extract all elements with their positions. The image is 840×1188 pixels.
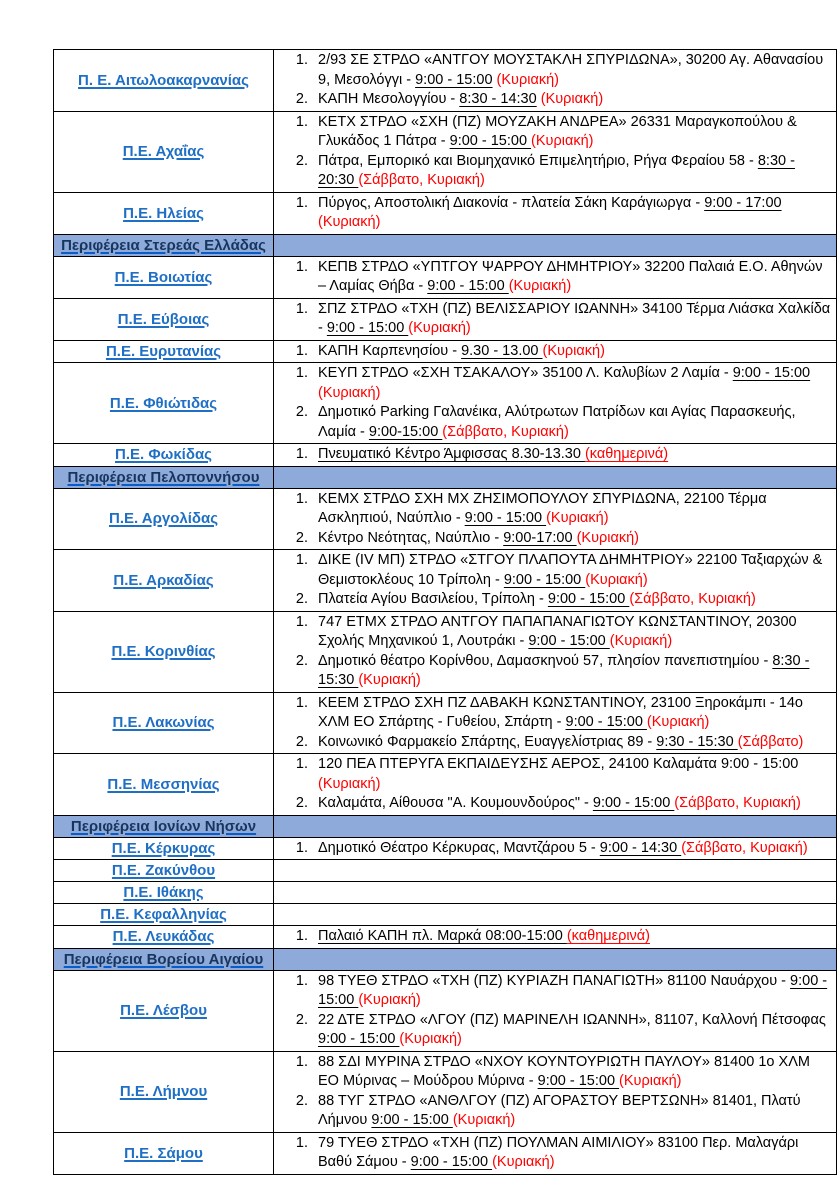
items-cell <box>274 970 837 1051</box>
location-item <box>312 51 834 90</box>
items-cell <box>274 363 837 444</box>
days-label: (Κυριακή) <box>492 1154 555 1170</box>
location-list <box>276 51 834 110</box>
section-row <box>54 234 837 256</box>
region-row <box>54 111 837 192</box>
hours-label: 9:30 - 15:30 <box>656 733 738 750</box>
location-item <box>312 551 834 590</box>
region-cell <box>54 882 274 904</box>
items-cell <box>274 692 837 754</box>
location-list <box>276 194 834 233</box>
location-item <box>312 113 834 152</box>
hours-label: 9:00 - 15:00 <box>732 365 811 381</box>
location-list <box>276 300 834 339</box>
location-list <box>276 694 834 753</box>
region-link[interactable]: Π. Ε. Αιτωλοακαρνανίας <box>78 71 249 89</box>
region-cell <box>54 926 274 949</box>
location-item <box>312 490 834 529</box>
region-link[interactable]: Π.Ε. Βοιωτίας <box>114 268 213 286</box>
location-list <box>276 364 834 442</box>
region-link[interactable]: Π.Ε. Λήμνου <box>119 1083 208 1100</box>
items-cell <box>274 444 837 467</box>
days-label: (Κυριακή) <box>452 1112 516 1128</box>
items-cell <box>274 50 837 112</box>
region-cell <box>54 611 274 692</box>
region-cell <box>54 837 274 860</box>
items-cell <box>274 488 837 550</box>
days-label: (Κυριακή) <box>546 510 609 526</box>
days-label: (Σάββατο, Κυριακή) <box>358 172 485 188</box>
hours-label: 9:00 - 15:00 <box>415 71 493 88</box>
section-header-link[interactable]: Περιφέρεια Ιονίων Νήσων <box>70 817 257 835</box>
hours-label: 9:00-17:00 <box>503 529 577 546</box>
region-row <box>54 50 837 112</box>
location-list <box>276 1134 834 1173</box>
region-link[interactable]: Π.Ε. Ζακύνθου <box>111 862 216 879</box>
location-item <box>312 927 834 947</box>
location-text: ΚΕΜΧ ΣΤΡΔΟ ΣΧΗ ΜΧ ΖΗΣΙΜΟΠΟΥΛΟΥ ΣΠΥΡΙΔΩΝΑ, 22100 Τέρμα Ασκληπιού, Ναύπλιο - <box>318 490 767 526</box>
location-text: ΚΕΠΒ ΣΤΡΔΟ «ΥΠΤΓΟΥ ΨΑΡΡΟΥ ΔΗΜΗΤΡΙΟΥ» 32200 Παλαιά Ε.Ο. Αθηνών – Λαμίας Θήβα - <box>318 258 823 294</box>
days-label: (Κυριακή) <box>576 529 640 546</box>
region-link[interactable]: Π.Ε. Αργολίδας <box>108 510 219 528</box>
location-item <box>312 972 834 1011</box>
days-label: (Κυριακή) <box>585 571 648 588</box>
location-text: Δημοτικό Θέατρο Κέρκυρας, Μαντζάρου 5 - <box>318 839 600 856</box>
section-row <box>54 466 837 488</box>
region-cell <box>54 111 274 192</box>
location-text: Κέντρο Νεότητας, Ναύπλιο - <box>318 529 504 546</box>
items-cell <box>274 192 837 234</box>
location-text: 79 ΤΥΕΘ ΣΤΡΔΟ «ΤΧΗ (ΠΖ) ΠΟΥΛΜΑΝ ΑΙΜΙΛΙΟΥ» 83100 Περ. Μαλαγάρι Βαθύ Σάμου - <box>318 1134 799 1170</box>
region-row <box>54 1051 837 1132</box>
hours-label: 9:00 - 15:00 <box>318 1031 400 1047</box>
region-cell <box>54 340 274 363</box>
location-item <box>312 403 834 442</box>
location-text: 98 ΤΥΕΘ ΣΤΡΔΟ «ΤΧΗ (ΠΖ) ΚΥΡΙΑΖΗ ΠΑΝΑΓΙΩΤΗ» 81100 Ναυάρχου - <box>318 972 791 989</box>
region-cell <box>54 860 274 882</box>
region-cell <box>54 234 274 256</box>
region-link[interactable]: Π.Ε. Αρκαδίας <box>113 571 214 589</box>
location-text: ΚΑΠΗ Καρπενησίου - <box>318 342 462 359</box>
location-item <box>312 90 834 110</box>
region-row <box>54 882 837 904</box>
days-label: (Κυριακή) <box>318 384 381 401</box>
region-cell <box>54 904 274 926</box>
location-text: Πάτρα, Εμπορικό και Βιομηχανικό Επιμελητήριο, Ρήγα Φεραίου 58 - <box>318 152 758 169</box>
days-label: (Κυριακή) <box>619 1073 682 1089</box>
hours-label: 9:00 - 15:00 <box>592 795 675 811</box>
items-cell <box>274 815 837 837</box>
region-cell <box>54 444 274 467</box>
location-item <box>312 194 834 233</box>
hours-label: 9:00 - 15:00 <box>547 591 630 607</box>
location-item <box>312 342 834 362</box>
region-row <box>54 970 837 1051</box>
region-row <box>54 904 837 926</box>
location-text: 747 ΕΤΜΧ ΣΤΡΔΟ ΑΝΤΓΟΥ ΠΑΠΑΠΑΝΑΓΙΩΤΟΥ ΚΩΝΣΤΑΝΤΙΝΟΥ, 20300 Σχολής Μηχανικού 1, Λουτράκι - <box>318 613 797 649</box>
items-cell <box>274 882 837 904</box>
location-text: ΚΕΥΠ ΣΤΡΔΟ «ΣΧΗ ΤΣΑΚΑΛΟΥ» 35100 Λ. Καλυβίων 2 Λαμία - <box>318 365 733 381</box>
region-link[interactable]: Π.Ε. Κέρκυρας <box>111 839 216 857</box>
items-cell <box>274 466 837 488</box>
items-cell <box>274 1051 837 1132</box>
location-list <box>276 551 834 610</box>
days-label: (Κυριακή) <box>408 320 471 336</box>
location-item <box>312 794 834 814</box>
region-row <box>54 860 837 882</box>
location-list <box>276 613 834 691</box>
hours-label: 8:30 - 15:30 <box>318 652 810 688</box>
location-item <box>312 1011 834 1050</box>
location-text: Καλαμάτα, Αίθουσα "Α. Κουμουνδούρος" - <box>318 795 593 811</box>
days-label: (Κυριακή) <box>542 342 605 359</box>
hours-label: 9:00 - 15:00 <box>371 1112 453 1128</box>
location-item <box>312 529 834 549</box>
items-cell <box>274 256 837 298</box>
location-text: ΔΙΚΕ (IV ΜΠ) ΣΤΡΔΟ «ΣΤΓΟΥ ΠΛΑΠΟΥΤΑ ΔΗΜΗΤΡΙΟΥ» 22100 Ταξιαρχών & Θεμιστοκλέους 10 Τρίπολη - <box>318 552 823 588</box>
days-label: (Σάββατο, Κυριακή) <box>442 423 569 440</box>
region-cell <box>54 1132 274 1174</box>
items-cell <box>274 948 837 970</box>
hours-label: Παλαιό ΚΑΠΗ πλ. Μαρκά 08:00-15:00 <box>318 928 567 944</box>
location-text: ΚΕΕΜ ΣΤΡΔΟ ΣΧΗ ΠΖ ΔΑΒΑΚΗ ΚΩΝΣΤΑΝΤΙΝΟΥ, 23100 Ξηροκάμπι - 14ο ΧΛΜ ΕΟ Σπάρτης - Γυθείου, Σπάρτη - <box>318 694 803 730</box>
region-row <box>54 298 837 340</box>
items-cell <box>274 837 837 860</box>
location-list <box>276 755 834 814</box>
region-row <box>54 837 837 860</box>
location-text: 22 ΔΤΕ ΣΤΡΔΟ «ΛΓΟΥ (ΠΖ) ΜΑΡΙΝΕΛΗ ΙΩΑΝΝΗ», 81107, Καλλονή Πέτσοφας <box>318 1011 826 1028</box>
hours-label: 9:00 - 15:00 <box>326 320 409 336</box>
schedule-table-body <box>54 50 837 1175</box>
region-cell <box>54 948 274 970</box>
section-row <box>54 815 837 837</box>
region-link[interactable]: Π.Ε. Ιθάκης <box>123 884 204 901</box>
region-link[interactable]: Π.Ε. Κορινθίας <box>111 643 216 660</box>
items-cell <box>274 611 837 692</box>
location-list <box>276 490 834 549</box>
location-text: 88 ΤΥΓ ΣΤΡΔΟ «ΑΝΘΛΓΟΥ (ΠΖ) ΑΓΟΡΑΣΤΟΥ ΒΕΡΤΣΩΝΗ» 81401, Πλατύ Λήμνου <box>318 1092 801 1128</box>
hours-label: 8:30 - 20:30 <box>318 152 795 188</box>
location-text: 88 ΣΔΙ ΜΥΡΙΝΑ ΣΤΡΔΟ «ΝΧΟΥ ΚΟΥΝΤΟΥΡΙΩΤΗ ΠΑΥΛΟΥ» 81400 1ο ΧΛΜ ΕΟ Μύρινας – Μούδρου Μύρινα - <box>318 1053 810 1089</box>
region-cell <box>54 970 274 1051</box>
location-item <box>312 839 834 859</box>
hours-label: 9:00 - 15:00 <box>318 972 828 1008</box>
items-cell <box>274 550 837 612</box>
location-item <box>312 733 834 753</box>
location-item <box>312 445 834 465</box>
region-row <box>54 692 837 754</box>
region-link[interactable]: Π.Ε. Φθιώτιδας <box>109 394 218 412</box>
hours-label: 9:00 - 15:00 <box>565 714 647 730</box>
region-link[interactable]: Π.Ε. Εύβοιας <box>117 310 210 328</box>
region-link[interactable]: Π.Ε. Μεσσηνίας <box>107 775 220 793</box>
days-label: (Σάββατο, Κυριακή) <box>681 839 808 856</box>
section-header-link[interactable]: Περιφέρεια Πελοποννήσου <box>67 468 260 486</box>
items-cell <box>274 904 837 926</box>
region-cell <box>54 1051 274 1132</box>
region-row <box>54 444 837 467</box>
location-text: ΚΑΠΗ Μεσολογγίου - <box>318 91 460 107</box>
hours-label: 9:00 - 14:30 <box>599 839 682 856</box>
days-label: (Σάββατο, Κυριακή) <box>674 795 801 811</box>
section-header-link[interactable]: Περιφέρεια Στερεάς Ελλάδας <box>61 236 266 254</box>
days-label: (καθημερινά) <box>584 446 669 462</box>
items-cell <box>274 754 837 816</box>
hours-label: 9:00 - 15:00 <box>537 1073 620 1089</box>
location-text: Δημοτικό θέατρο Κορίνθου, Δαμασκηνού 57, πλησίον πανεπιστημίου - <box>318 652 773 669</box>
days-label: (Κυριακή) <box>399 1031 462 1047</box>
location-item <box>312 300 834 339</box>
location-list <box>276 927 834 947</box>
items-cell <box>274 860 837 882</box>
items-cell <box>274 926 837 949</box>
region-cell <box>54 192 274 234</box>
hours-label: 9:00 - 15:00 <box>410 1154 493 1170</box>
days-label: (Κυριακή) <box>318 775 381 792</box>
location-list <box>276 258 834 297</box>
location-item <box>312 258 834 297</box>
location-list <box>276 342 834 362</box>
region-row <box>54 340 837 363</box>
days-label: (Κυριακή) <box>540 91 604 107</box>
location-text: ΣΠΖ ΣΤΡΔΟ «ΤΧΗ (ΠΖ) ΒΕΛΙΣΣΑΡΙΟΥ ΙΩΑΝΝΗ» 34100 Τέρμα Λιάσκα Χαλκίδα - <box>318 300 831 336</box>
days-label: (καθημερινά) <box>566 928 651 944</box>
days-label: (Κυριακή) <box>318 214 381 230</box>
days-label: (Κυριακή) <box>646 714 710 730</box>
region-cell <box>54 50 274 112</box>
location-item <box>312 1053 834 1092</box>
region-row <box>54 1132 837 1174</box>
region-row <box>54 256 837 298</box>
location-item <box>312 1134 834 1173</box>
region-link[interactable]: Π.Ε. Λευκάδας <box>112 928 215 946</box>
location-list <box>276 445 834 465</box>
days-label: (Κυριακή) <box>531 133 594 149</box>
location-item <box>312 694 834 733</box>
region-cell <box>54 550 274 612</box>
regional-schedule-table <box>53 49 837 1175</box>
items-cell <box>274 1132 837 1174</box>
region-row <box>54 926 837 949</box>
region-row <box>54 611 837 692</box>
region-cell <box>54 256 274 298</box>
items-cell <box>274 234 837 256</box>
region-row <box>54 488 837 550</box>
hours-label: 9:00 - 15:00 <box>503 571 586 588</box>
location-item <box>312 152 834 191</box>
items-cell <box>274 111 837 192</box>
hours-label: 9:00 - 15:00 <box>528 633 610 649</box>
region-cell <box>54 754 274 816</box>
location-item <box>312 590 834 610</box>
days-label: (Κυριακή) <box>496 71 559 88</box>
region-link[interactable]: Π.Ε. Ευρυτανίας <box>105 342 222 360</box>
region-link[interactable]: Π.Ε. Σάμου <box>124 1144 203 1162</box>
region-row <box>54 363 837 444</box>
hours-label: 9:00 - 15:00 <box>464 510 547 526</box>
days-label: (Κυριακή) <box>508 278 572 294</box>
hours-label: 9:00-15:00 <box>368 423 443 440</box>
region-cell <box>54 466 274 488</box>
items-cell <box>274 340 837 363</box>
section-header-link[interactable]: Περιφέρεια Βορείου Αιγαίου <box>63 950 264 968</box>
hours-label: 9:00 - 15:00 <box>449 133 532 149</box>
location-item <box>312 652 834 691</box>
region-cell <box>54 488 274 550</box>
hours-label: Πνευματικό Κέντρο Άμφισσας 8.30-13.30 <box>318 446 585 462</box>
region-link[interactable]: Π.Ε. Αχαΐας <box>122 143 205 160</box>
location-list <box>276 972 834 1050</box>
region-link[interactable]: Π.Ε. Ηλείας <box>123 204 204 222</box>
region-cell <box>54 692 274 754</box>
hours-label: 9.30 - 13.00 <box>461 342 543 359</box>
days-label: (Κυριακή) <box>358 672 421 688</box>
location-item <box>312 364 834 403</box>
section-row <box>54 948 837 970</box>
location-list <box>276 1053 834 1131</box>
region-row <box>54 754 837 816</box>
location-item <box>312 613 834 652</box>
hours-label: 9:00 - 15:00 <box>427 278 509 294</box>
location-text: Δημοτικό Parking Γαλανέικα, Αλύτρωτων Πατρίδων και Αγίας Παρασκευής, Λαμία - <box>318 404 796 440</box>
location-list <box>276 113 834 191</box>
region-row <box>54 192 837 234</box>
hours-label: 8:30 - 14:30 <box>459 91 537 107</box>
location-text: 120 ΠΕΑ ΠΤΕΡΥΓΑ ΕΚΠΑΙΔΕΥΣΗΣ ΑΕΡΟΣ, 24100 Καλαμάτα 9:00 - 15:00 <box>318 756 799 772</box>
days-label: (Σάββατο) <box>737 733 804 750</box>
days-label: (Κυριακή) <box>358 992 421 1008</box>
location-item <box>312 1092 834 1131</box>
days-label: (Σάββατο, Κυριακή) <box>629 591 756 607</box>
location-text: ΚΕΤΧ ΣΤΡΔΟ «ΣΧΗ (ΠΖ) ΜΟΥΖΑΚΗ ΑΝΔΡΕΑ» 26331 Μαραγκοπούλου & Γλυκάδος 1 Πάτρα - <box>318 113 797 149</box>
region-row <box>54 550 837 612</box>
days-label: (Κυριακή) <box>609 633 673 649</box>
location-text: Πύργος, Αποστολική Διακονία - πλατεία Σάκη Καράγιωργα - <box>318 194 705 211</box>
region-cell <box>54 815 274 837</box>
region-cell <box>54 363 274 444</box>
hours-label: 9:00 - 17:00 <box>704 194 782 211</box>
region-link[interactable]: Π.Ε. Λακωνίας <box>112 714 215 732</box>
location-text: Πλατεία Αγίου Βασιλείου, Τρίπολη - <box>318 591 548 607</box>
region-link[interactable]: Π.Ε. Λέσβου <box>120 1002 207 1019</box>
region-cell <box>54 298 274 340</box>
location-item <box>312 755 834 794</box>
location-text: 2/93 ΣΕ ΣΤΡΔΟ «ΑΝΤΓΟΥ ΜΟΥΣΤΑΚΛΗ ΣΠΥΡΙΔΩΝΑ», 30200 Αγ. Αθανασίου 9, Μεσολόγγι - <box>318 52 824 88</box>
region-link[interactable]: Π.Ε. Φωκίδας <box>115 446 212 464</box>
items-cell <box>274 298 837 340</box>
location-list <box>276 839 834 859</box>
region-link[interactable]: Π.Ε. Κεφαλληνίας <box>100 906 227 923</box>
location-text: Κοινωνικό Φαρμακείο Σπάρτης, Ευαγγελίστριας 89 - <box>318 733 657 750</box>
